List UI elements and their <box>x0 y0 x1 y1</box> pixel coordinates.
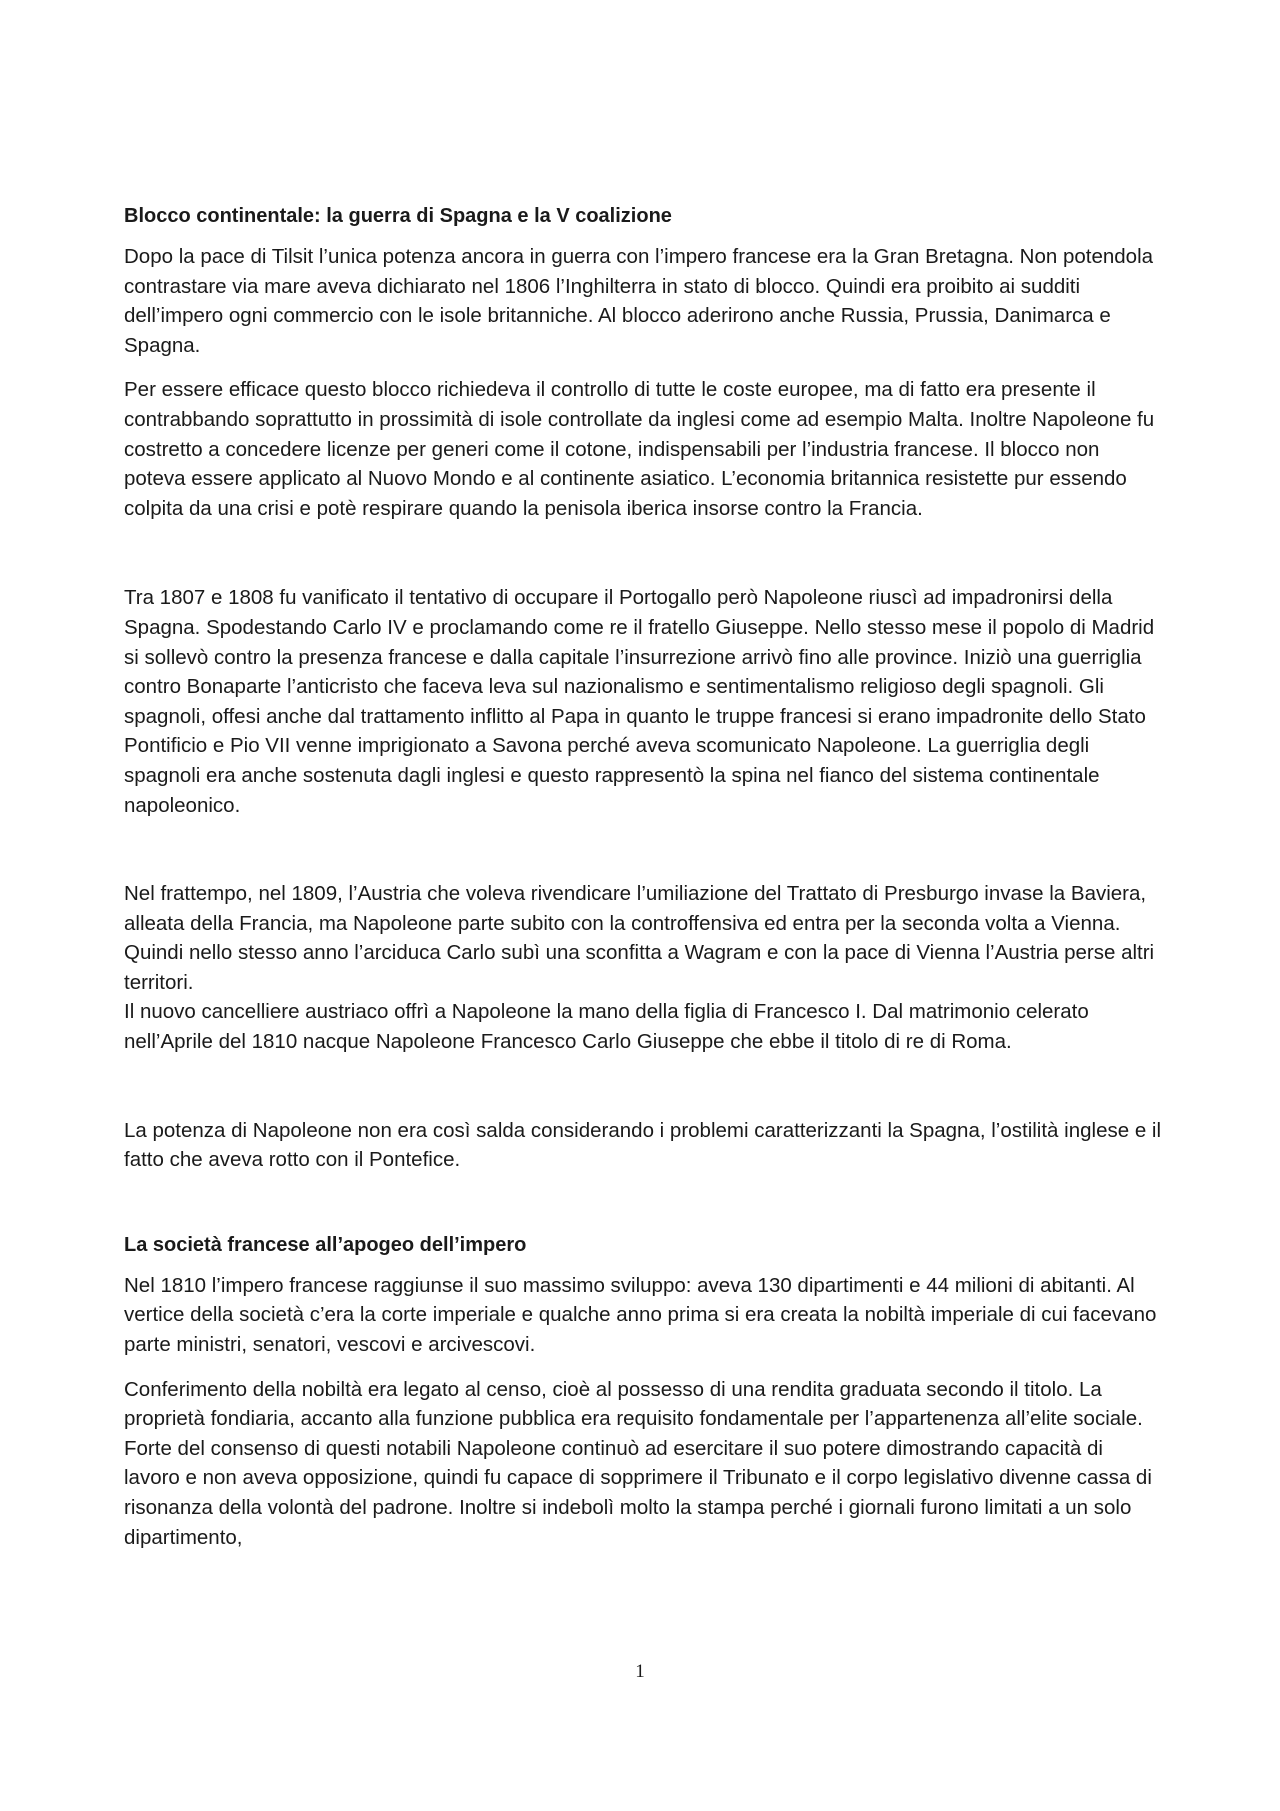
paragraph-potenza-napoleone: La potenza di Napoleone non era così salda considerando i problemi caratterizzanti la Spagna, l’ostilità inglese e il fatto che aveva rotto con il Pontefice. <box>124 1118 1162 1172</box>
section-heading-blocco-continentale: Blocco continentale: la guerra di Spagna e la V coalizione <box>124 205 672 227</box>
paragraph-spacer <box>124 1175 1164 1231</box>
paragraph-spacer <box>124 360 1164 375</box>
page-number: 1 <box>635 1661 645 1682</box>
paragraph-spacer <box>124 1057 1164 1116</box>
paragraph-spagna: Tra 1807 e 1808 fu vanificato il tentativo di occupare il Portogallo però Napoleone riuscì ad impadronirsi della Spagna. Spodestando Carlo IV e proclamando come re il fratello Giuseppe. Nello stesso mese il popolo di Madrid si sollevò contro la presenza francese e dalla capitale l’insurrezione arrivò fino alle province. Iniziò una guerriglia contro Bonaparte l’anticristo che faceva leva sul nazionalismo e sentimentalismo religioso degli spagnoli. Gli spagnoli, offesi anche dal trattamento inflitto al Papa in quanto le truppe francesi si erano impadronite dello Stato Pontificio e Pio VII venne imprigionato a Savona perché aveva scomunicato Napoleone. La guerriglia degli spagnoli era anche sostenuta dagli inglesi e questo rappresentò la spina nel fianco del sistema continentale napoleonico. <box>124 586 1155 817</box>
paragraph-matrimonio: Il nuovo cancelliere austriaco offrì a Napoleone la mano della figlia di Francesco I. Dal matrimonio celerato nell’Aprile del 1810 nacque Napoleone Francesco Carlo Giuseppe che ebbe il titolo di re di Roma. <box>124 1000 1089 1054</box>
paragraph-tilsit: Dopo la pace di Tilsit l’unica potenza ancora in guerra con l’impero francese era la Gran Bretagna. Non potendola contrastare via mare aveva dichiarato nel 1806 l’Inghilterra in stato di blocco. Quindi era proibito ai sudditi dell’impero ogni commercio con le isole britanniche. Al blocco aderirono anche Russia, Prussia, Danimarca e Spagna. <box>124 245 1154 357</box>
paragraph-austria-1809: Nel frattempo, nel 1809, l’Austria che voleva rivendicare l’umiliazione del Trattato di Presburgo invase la Baviera, alleata della Francia, ma Napoleone parte subito con la controffensiva ed entra per la seconda volta a Vienna. Quindi nello stesso anno l’arciduca Carlo subì una sconfitta a Wagram e con la pace di Vienna l’Austria perse altri territori. <box>124 882 1155 994</box>
paragraph-spacer <box>124 1360 1164 1375</box>
paragraph-impero-1810: Nel 1810 l’impero francese raggiunse il suo massimo sviluppo: aveva 130 dipartimenti e 44 milioni di abitanti. Al vertice della società c’era la corte imperiale e qualche anno prima si era creata la nobiltà imperiale di cui facevano parte ministri, senatori, vescovi e arcivescovi. <box>124 1273 1157 1357</box>
paragraph-nobilta: Conferimento della nobiltà era legato al censo, cioè al possesso di una rendita graduata secondo il titolo. La proprietà fondiaria, accanto alla funzione pubblica era requisito fondamentale per l’appartenenza all’elite sociale. Forte del consenso di questi notabili Napoleone continuò ad esercitare il suo potere dimostrando capacità di lavoro e non aveva opposizione, quindi fu capace di sopprimere il Tribunato e il corpo legislativo divenne cassa di risonanza della volontà del padrone. Inoltre si indebolì molto la stampa perché i giornali furono limitati a un solo dipartimento, <box>124 1377 1152 1549</box>
section-heading-societa-francese: La società francese all’apogeo dell’impero <box>124 1233 527 1256</box>
paragraph-blocco-efficace: Per essere efficace questo blocco richiedeva il controllo di tutte le coste europee, ma di fatto era presente il contrabbando soprattutto in prossimità di isole controllate da inglesi come ad esempio Malta. Inoltre Napoleone fu costretto a concedere licenze per generi come il cotone, indispensabili per l’industria francese. Il blocco non poteva essere applicato al Nuovo Mondo e al continente asiatico. L’economia britannica resistette pur essendo colpita da una crisi e potè respirare quando la penisola iberica insorse contro la Francia. <box>124 378 1155 520</box>
paragraph-spacer <box>124 820 1164 879</box>
paragraph-spacer <box>124 523 1164 583</box>
document-body <box>124 202 1164 1552</box>
